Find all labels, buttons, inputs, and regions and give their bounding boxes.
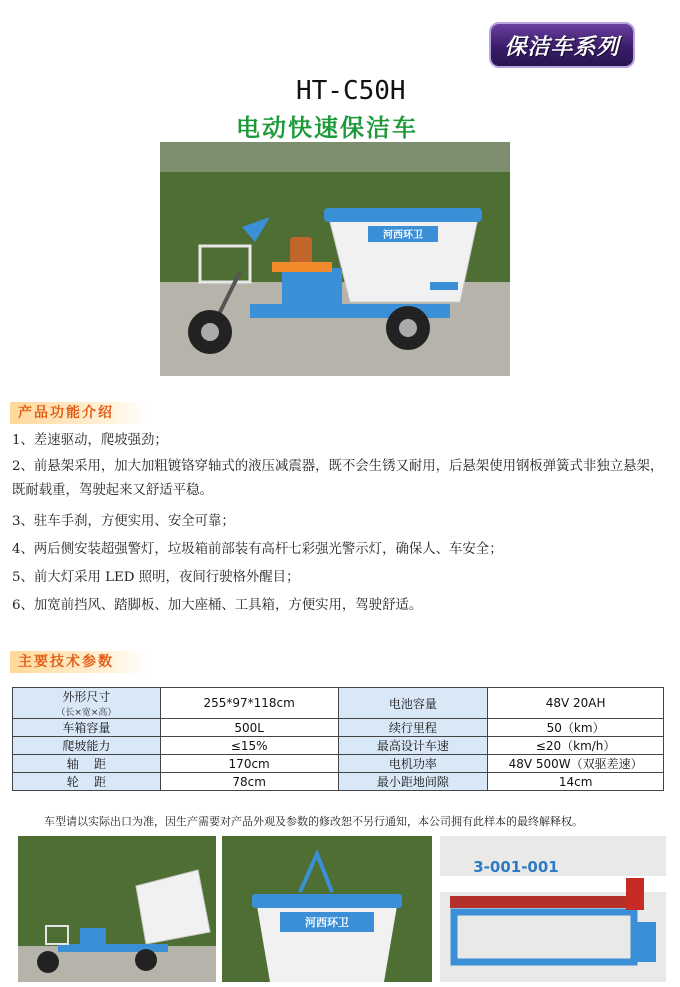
spec-label: 最小距地间隙: [338, 773, 488, 791]
spec-value: 48V 500W（双驱差速）: [488, 755, 664, 773]
spec-label: 爬坡能力: [13, 737, 161, 755]
feature-item-4: 4、两后侧安装超强警灯，垃圾箱前部装有高杆七彩强光警示灯，确保人、车安全；: [12, 542, 503, 557]
specs-row: [13, 773, 664, 791]
spec-label: 轴 距: [13, 755, 161, 773]
features-heading: 产品功能介绍: [10, 402, 146, 424]
thumbnail-bin-illustration: [222, 836, 432, 982]
specs-row: [13, 719, 664, 737]
specs-row: [13, 755, 664, 773]
spec-label: 车箱容量: [13, 719, 161, 737]
specs-table: [12, 687, 664, 791]
spec-label: 最高设计车速: [338, 737, 488, 755]
spec-value: 48V 20AH: [488, 688, 664, 719]
spec-value: 500L: [160, 719, 338, 737]
model-number: HT-C50H: [296, 76, 406, 106]
spec-label: 轮 距: [13, 773, 161, 791]
spec-value: 14cm: [488, 773, 664, 791]
svg-text:河西环卫: 河西环卫: [383, 230, 423, 241]
thumbnail-rear-illustration: [440, 836, 666, 982]
spec-label-sub: （长×宽×高）: [56, 708, 117, 718]
spec-value: 170cm: [160, 755, 338, 773]
spec-value: ≤15%: [160, 737, 338, 755]
spec-label: 电池容量: [338, 688, 488, 719]
specs-row: [13, 737, 664, 755]
disclaimer-note: 车型请以实际出口为准，因生产需要对产品外观及参数的修改恕不另行通知，本公司拥有此样本的最终解释权。: [44, 815, 583, 828]
spec-label: [13, 688, 161, 719]
feature-item-2: 2、前悬架采用，加大加粗镀铬穿轴式的液压减震器，既不会生锈又耐用，后悬架使用钢板弹簧式非独立悬架，既耐载重，驾驶起来又舒适平稳。: [12, 459, 664, 498]
spec-value: 78cm: [160, 773, 338, 791]
feature-item-3: 3、驻车手刹，方便实用、安全可靠；: [12, 514, 235, 529]
spec-label-text: 外形尺寸: [62, 690, 111, 704]
svg-text:河西环卫: 河西环卫: [305, 916, 349, 929]
specs-heading: 主要技术参数: [10, 651, 146, 673]
spec-value: 255*97*118cm: [160, 688, 338, 719]
svg-text:3-001-001: 3-001-001: [473, 858, 559, 876]
feature-item-1: 1、差速驱动，爬坡强劲；: [12, 433, 168, 448]
thumbnail-bin-view: [222, 836, 432, 982]
series-badge: 保洁车系列: [489, 22, 635, 68]
spec-label: 电机功率: [338, 755, 488, 773]
hero-vehicle-image: [160, 142, 510, 376]
feature-item-6: 6、加宽前挡风、踏脚板、加大座桶、工具箱，方便实用，驾驶舒适。: [12, 598, 423, 613]
spec-value: ≤20（km/h）: [488, 737, 664, 755]
product-title: 电动快速保洁车: [236, 114, 418, 142]
feature-item-5: 5、前大灯采用 LED 照明，夜间行驶格外醒目；: [12, 570, 300, 585]
specs-row: [13, 688, 664, 719]
vehicle-illustration: [160, 142, 510, 376]
thumbnail-side-illustration: [18, 836, 216, 982]
spec-label: 续行里程: [338, 719, 488, 737]
thumbnail-rear-view: [440, 836, 666, 982]
spec-value: 50（km）: [488, 719, 664, 737]
thumbnail-side-view: [18, 836, 216, 982]
